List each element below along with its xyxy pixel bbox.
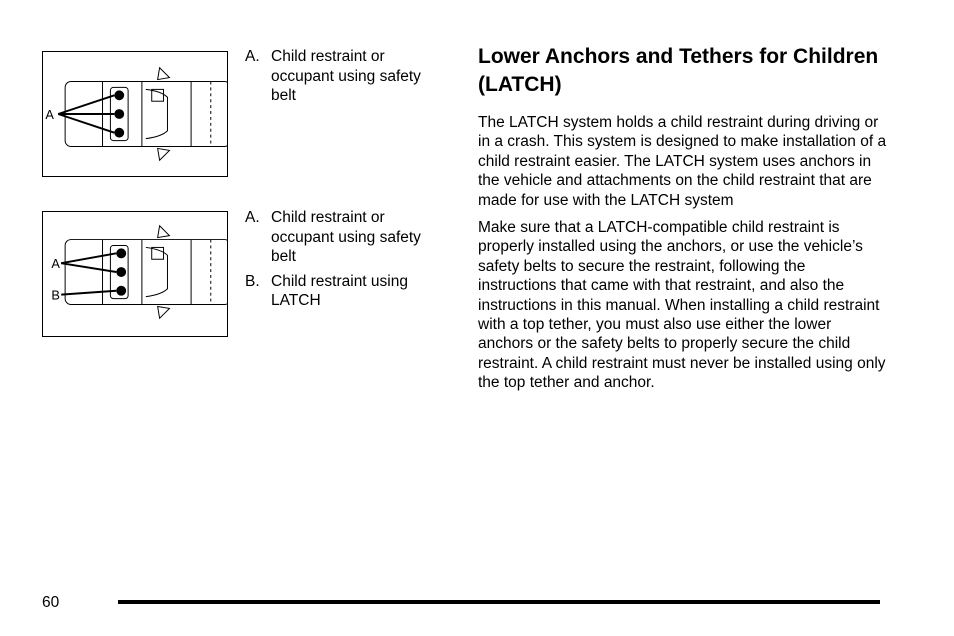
caption-letter: B. xyxy=(245,272,260,290)
callout-label-b: B xyxy=(51,287,60,303)
paragraph: The LATCH system holds a child restraint during driving or in a crash. This system is designed to make installation of a child restraint easier. The LATCH system uses anchors in the vehicle and attachments on the child restraint that are made for use with the LATCH system xyxy=(478,114,887,209)
seat-marker xyxy=(116,286,126,296)
caption-letter: A. xyxy=(245,48,260,65)
seat-marker xyxy=(114,128,124,138)
footer-rule xyxy=(118,600,880,604)
caption-item-b xyxy=(245,272,445,311)
seat-positions xyxy=(114,90,124,137)
figure1-caption xyxy=(245,47,445,106)
seat-marker xyxy=(116,248,126,258)
caption-text: Child restraint or occupant using safety belt xyxy=(271,209,421,265)
callout-lines xyxy=(61,253,116,294)
seat-marker xyxy=(114,90,124,100)
caption-item-a xyxy=(245,208,445,267)
seat-marker xyxy=(116,267,126,277)
caption-letter: A. xyxy=(245,209,260,226)
vehicle-body xyxy=(65,240,227,305)
seat-positions xyxy=(116,248,126,295)
callout-label-a: A xyxy=(51,256,60,272)
section-body xyxy=(478,113,888,401)
caption-text: Child restraint using LATCH xyxy=(271,272,408,309)
paragraph: Make sure that a LATCH-compatible child restraint is properly installed using the anchors, or use the vehicle’s safety belts to secure the restraint, following the instructions that came with that restraint, and also the instructions in this manual. When installing a child restraint with a top tether, you must also use either the lower anchors or the safety belts to properly secure the child restraint. A child restraint must never be installed using only the top tether and anchor. xyxy=(478,219,886,392)
callout-lines xyxy=(58,95,114,132)
vehicle-top-view-diagram-2 xyxy=(43,212,227,336)
section-heading: Lower Anchors and Tethers for Children (LATCH) xyxy=(478,45,879,96)
vehicle-top-view-diagram-1 xyxy=(43,52,227,176)
figure-safety-belt-diagram xyxy=(42,51,228,177)
caption-item-a xyxy=(245,47,445,106)
seat-marker xyxy=(114,109,124,119)
callout-label-a: A xyxy=(45,106,54,122)
figure2-caption xyxy=(245,208,445,311)
page-number: 60 xyxy=(42,594,60,611)
figure-latch-diagram xyxy=(42,211,228,337)
caption-text: Child restraint or occupant using safety belt xyxy=(271,48,421,104)
